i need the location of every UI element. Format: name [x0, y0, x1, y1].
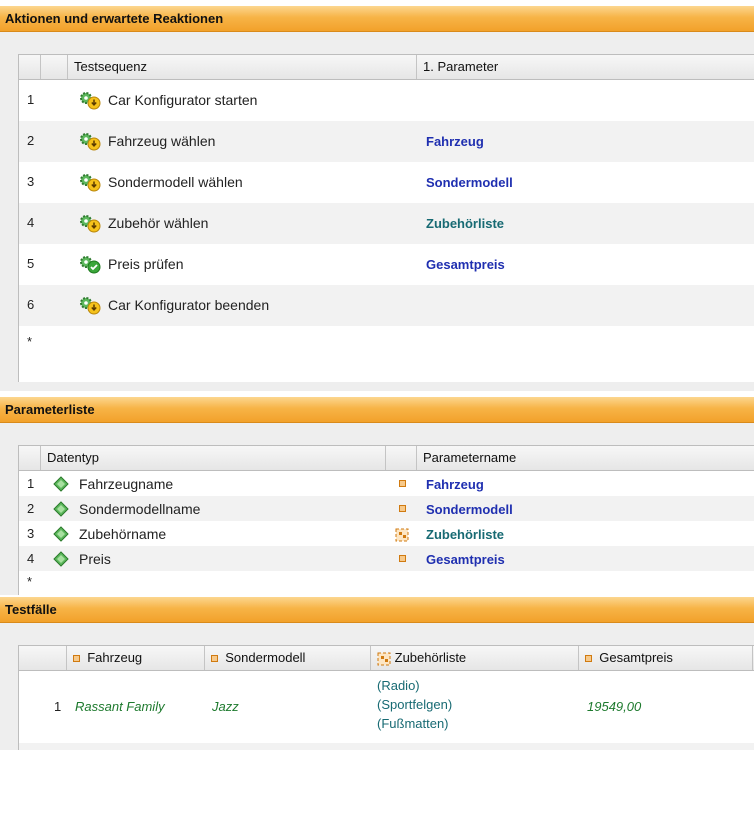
column-header-parametername[interactable]: Parametername: [423, 450, 517, 465]
actions-panel-title: Aktionen und erwartete Reaktionen: [0, 6, 754, 32]
row-number: 6: [27, 297, 35, 312]
new-row-marker[interactable]: *: [27, 334, 33, 349]
action-label[interactable]: Fahrzeug wählen: [108, 133, 216, 149]
action-label[interactable]: Zubehör wählen: [108, 215, 209, 231]
datatype-label[interactable]: Sondermodellname: [79, 501, 201, 517]
row-number: 1: [27, 92, 35, 107]
parameter-name[interactable]: Zubehörliste: [426, 527, 505, 542]
parameter-name[interactable]: Fahrzeug: [426, 477, 484, 492]
actions-row[interactable]: [19, 285, 754, 326]
params-row[interactable]: [19, 546, 754, 571]
new-row-marker[interactable]: *: [27, 574, 33, 589]
row-number: 3: [27, 526, 35, 541]
testcase-gesamtpreis[interactable]: 19549,00: [587, 699, 642, 714]
single-param-icon: [399, 480, 406, 487]
datatype-icon: [53, 550, 69, 567]
zubehoer-item: (Fußmatten): [377, 716, 449, 731]
single-param-icon: [585, 655, 592, 662]
params-table-header: [19, 445, 754, 471]
action-label[interactable]: Car Konfigurator starten: [108, 92, 258, 108]
gear-arrow-icon: [79, 90, 103, 110]
parameter-name[interactable]: Sondermodell: [426, 502, 513, 517]
row-number: 4: [27, 551, 35, 566]
action-label[interactable]: Car Konfigurator beenden: [108, 297, 270, 313]
single-param-icon: [399, 505, 406, 512]
action-label[interactable]: Preis prüfen: [108, 256, 184, 272]
row-number: 2: [27, 133, 35, 148]
column-header-zubehoerliste[interactable]: Zubehörliste: [371, 646, 579, 670]
kind-column-header: [386, 446, 417, 470]
zubehoer-item: (Radio): [377, 678, 420, 693]
row-number: 4: [27, 215, 35, 230]
actions-row[interactable]: [19, 80, 754, 121]
testcase-row-empty: [19, 743, 754, 750]
row-number-header: [19, 446, 41, 470]
tests-table-header: [19, 645, 754, 671]
gear-arrow-icon: [79, 213, 103, 233]
gear-arrow-icon: [79, 172, 103, 192]
zubehoer-item: (Sportfelgen): [377, 697, 453, 712]
tests-table: [18, 645, 754, 750]
params-panel: [0, 397, 754, 595]
row-number: 5: [27, 256, 35, 271]
single-param-icon: [399, 555, 406, 562]
single-param-icon: [73, 655, 80, 662]
row-number: 2: [27, 501, 35, 516]
tests-panel: [0, 597, 754, 750]
column-header-fahrzeug[interactable]: Fahrzeug: [67, 646, 205, 670]
actions-row[interactable]: [19, 121, 754, 162]
column-header-testsequenz[interactable]: Testsequenz: [68, 55, 417, 79]
actions-table-header: [19, 54, 754, 80]
datatype-label[interactable]: Zubehörname: [79, 526, 167, 542]
params-table: [18, 445, 754, 595]
testcase-zubehoerliste[interactable]: [377, 676, 452, 733]
row-number-header: [19, 646, 67, 670]
row-number: 1: [54, 699, 62, 714]
list-param-icon: [377, 652, 391, 666]
column-header-parameter[interactable]: 1. Parameter: [423, 59, 499, 74]
gear-arrow-icon: [79, 131, 103, 151]
params-row[interactable]: [19, 471, 754, 496]
datatype-icon: [53, 500, 69, 517]
actions-row[interactable]: [19, 162, 754, 203]
testcase-row[interactable]: [19, 671, 754, 743]
actions-row[interactable]: [19, 244, 754, 285]
column-header-gesamtpreis[interactable]: Gesamtpreis: [579, 646, 753, 670]
tests-panel-title: Testfälle: [0, 597, 754, 623]
params-row[interactable]: [19, 521, 754, 546]
actions-table: [18, 54, 754, 382]
datatype-icon: [53, 525, 69, 542]
action-parameter[interactable]: Zubehörliste: [426, 216, 505, 231]
gear-arrow-icon: [79, 295, 103, 315]
action-label[interactable]: Sondermodell wählen: [108, 174, 243, 190]
datatype-label[interactable]: Fahrzeugname: [79, 476, 174, 492]
single-param-icon: [211, 655, 218, 662]
list-param-icon: [395, 526, 409, 542]
actions-panel: [0, 6, 754, 391]
datatype-icon: [53, 475, 69, 492]
gear-check-icon: [79, 254, 103, 274]
actions-row[interactable]: [19, 203, 754, 244]
row-number-header: [19, 55, 41, 79]
testcase-fahrzeug[interactable]: Rassant Family: [75, 699, 165, 714]
row-number: 1: [27, 476, 35, 491]
column-header-sondermodell[interactable]: Sondermodell: [205, 646, 371, 670]
params-panel-title: Parameterliste: [0, 397, 754, 423]
params-row[interactable]: [19, 496, 754, 521]
column-header-datentyp[interactable]: Datentyp: [41, 446, 386, 470]
testcase-sondermodell[interactable]: Jazz: [212, 699, 239, 714]
datatype-label[interactable]: Preis: [79, 551, 111, 567]
action-parameter[interactable]: Gesamtpreis: [426, 257, 505, 272]
action-parameter[interactable]: Sondermodell: [426, 175, 513, 190]
icon-column-header: [41, 55, 68, 79]
parameter-name[interactable]: Gesamtpreis: [426, 552, 505, 567]
row-number: 3: [27, 174, 35, 189]
action-parameter[interactable]: Fahrzeug: [426, 134, 484, 149]
